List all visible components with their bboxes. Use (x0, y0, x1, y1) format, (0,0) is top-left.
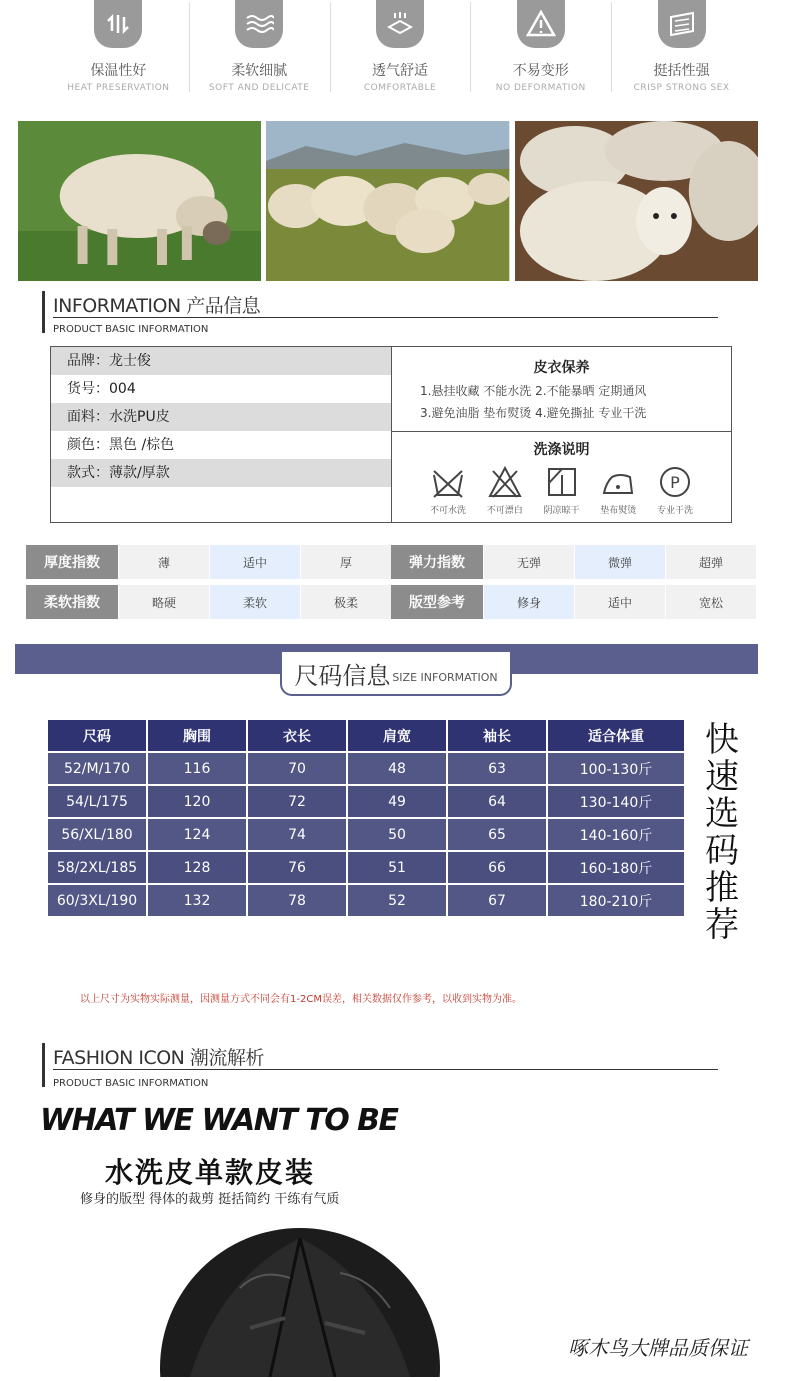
feature-label-en: COMFORTABLE (363, 83, 437, 93)
cell: 128 (148, 852, 246, 883)
header-shoulder: 肩宽 (348, 720, 446, 751)
info-color: 颜色：黑色 /棕色 (67, 437, 175, 453)
index-option-selected: 微弹 (575, 545, 665, 579)
feature-label-en: HEAT PRESERVATION (67, 83, 170, 93)
sheep-photo-closeup (515, 121, 758, 281)
cell: 124 (148, 819, 246, 850)
index-option-selected: 适中 (210, 545, 300, 579)
quick-char: 速 (705, 757, 739, 797)
cell: 140-160斤 (548, 819, 684, 850)
cell: 65 (448, 819, 546, 850)
index-label: 厚度指数 (26, 545, 118, 579)
heading-rule (53, 1069, 718, 1070)
quick-char: 荐 (705, 905, 739, 945)
information-heading (42, 291, 718, 333)
product-info-box (50, 346, 732, 523)
size-banner-title: 尺码信息 (294, 661, 391, 690)
cell: 60/3XL/190 (48, 885, 146, 916)
thickness-index (26, 545, 391, 579)
wash-item (647, 465, 703, 516)
feature-label: 透气舒适 (371, 63, 428, 79)
feature-heat (48, 0, 189, 110)
quick-char: 快 (705, 720, 739, 760)
brand-guarantee: 啄木鸟大牌品质保证 (568, 1336, 748, 1360)
quick-char: 码 (705, 831, 739, 871)
cell: 48 (348, 753, 446, 784)
cell: 58/2XL/185 (48, 852, 146, 883)
warning-icon (517, 0, 565, 48)
care-panel (391, 347, 731, 522)
wash-icons (392, 465, 731, 516)
cell: 180-210斤 (548, 885, 684, 916)
wash-item (534, 465, 590, 516)
care-line-2: 3.避免油脂 垫布熨烫 4.避免撕扯 专业干洗 (420, 406, 647, 420)
cell: 67 (448, 885, 546, 916)
index-option: 无弹 (484, 545, 574, 579)
cell: 63 (448, 753, 546, 784)
wave-icon (235, 0, 283, 48)
cell: 52/M/170 (48, 753, 146, 784)
wash-label: 不可水洗 (429, 506, 466, 516)
cell: 76 (248, 852, 346, 883)
slogan-english: WHAT WE WANT TO BE (40, 1103, 398, 1138)
product-headline: 水洗皮单款皮装 (105, 1156, 316, 1189)
sheep-photos (18, 121, 758, 281)
table-row (48, 852, 684, 883)
size-banner-tab (280, 652, 512, 696)
wash-item (420, 465, 476, 516)
iron-icon (600, 465, 636, 499)
table-row (48, 753, 684, 784)
info-style: 款式：薄款/厚款 (51, 459, 391, 487)
index-option: 适中 (575, 585, 665, 619)
info-item-no: 货号：004 (67, 381, 136, 397)
thermometer-icon (94, 0, 142, 48)
cell: 160-180斤 (548, 852, 684, 883)
cell: 49 (348, 786, 446, 817)
cell: 72 (248, 786, 346, 817)
size-table-header (48, 720, 684, 751)
feature-label: 柔软细腻 (231, 63, 288, 79)
wash-title: 洗涤说明 (533, 442, 590, 458)
product-basic-list (51, 347, 391, 487)
cell: 56/XL/180 (48, 819, 146, 850)
cell: 51 (348, 852, 446, 883)
cell: 116 (148, 753, 246, 784)
quick-char: 推 (705, 868, 739, 908)
cell: 78 (248, 885, 346, 916)
table-row (48, 786, 684, 817)
wash-label: 专业干洗 (656, 506, 693, 516)
cell: 52 (348, 885, 446, 916)
feature-label-en: NO DEFORMATION (495, 83, 586, 93)
product-description: 修身的版型 得体的裁剪 挺括简约 干练有气质 (80, 1192, 340, 1207)
cell: 70 (248, 753, 346, 784)
sheep-photo-flock (266, 121, 509, 281)
fashion-subtitle: PRODUCT BASIC INFORMATION (53, 1078, 209, 1089)
no-bleach-icon (487, 465, 523, 499)
softness-index (26, 585, 391, 619)
index-option: 宽松 (666, 585, 756, 619)
table-row (48, 885, 684, 916)
information-title: INFORMATION 产品信息 (53, 295, 261, 317)
cell: 50 (348, 819, 446, 850)
cell: 54/L/175 (48, 786, 146, 817)
fabric-indices (26, 545, 756, 625)
sheep-photo-grazing (18, 121, 261, 281)
wash-label: 不可漂白 (486, 506, 523, 516)
size-banner-subtitle: SIZE INFORMATION (392, 670, 498, 684)
cell: 74 (248, 819, 346, 850)
cell: 100-130斤 (548, 753, 684, 784)
index-label: 版型参考 (391, 585, 483, 619)
index-option: 略硬 (119, 585, 209, 619)
svg-text:P: P (670, 473, 680, 492)
cell: 132 (148, 885, 246, 916)
header-sleeve: 袖长 (448, 720, 546, 751)
shade-dry-icon (544, 465, 580, 499)
index-option: 超弹 (666, 545, 756, 579)
measurement-note: 以上尺寸为实物实际测量，因测量方式不同会有1-2CM误差，相关数据仅作参考，以收到实物为准。 (80, 994, 522, 1005)
breathable-icon (376, 0, 424, 48)
care-divider (392, 431, 731, 432)
index-option: 极柔 (301, 585, 391, 619)
dry-clean-icon (657, 465, 693, 499)
header-weight: 适合体重 (548, 720, 684, 751)
info-brand: 品牌：龙士俊 (51, 347, 391, 375)
feature-no-deformation (470, 0, 611, 110)
quick-size-recommend (698, 722, 746, 944)
quick-char: 选 (705, 794, 739, 834)
info-fabric: 面料：水洗PU皮 (51, 403, 391, 431)
feature-label-en: SOFT AND DELICATE (208, 83, 310, 93)
index-label: 柔软指数 (26, 585, 118, 619)
feature-label: 挺括性强 (653, 63, 710, 79)
header-size: 尺码 (48, 720, 146, 751)
fit-index (391, 585, 756, 619)
cell: 64 (448, 786, 546, 817)
elasticity-index (391, 545, 756, 579)
wash-label: 垫布熨烫 (600, 506, 637, 516)
feature-label: 保温性好 (90, 63, 147, 79)
wash-item (477, 465, 533, 516)
index-option: 厚 (301, 545, 391, 579)
fashion-heading (42, 1043, 718, 1087)
index-label: 弹力指数 (391, 545, 483, 579)
wash-item (590, 465, 646, 516)
wash-label: 阴凉晾干 (543, 506, 580, 516)
care-line-1: 1.悬挂收藏 不能水洗 2.不能暴晒 定期通风 (420, 384, 647, 398)
care-title: 皮衣保养 (533, 360, 590, 376)
information-subtitle: PRODUCT BASIC INFORMATION (53, 324, 209, 335)
header-chest: 胸围 (148, 720, 246, 751)
fashion-title: FASHION ICON 潮流解析 (53, 1047, 264, 1069)
index-option-selected: 修身 (484, 585, 574, 619)
feature-soft (189, 0, 330, 110)
table-row (48, 819, 684, 850)
cell: 130-140斤 (548, 786, 684, 817)
cell: 66 (448, 852, 546, 883)
index-row (26, 585, 756, 619)
feature-breathable (330, 0, 471, 110)
index-row (26, 545, 756, 579)
cell: 120 (148, 786, 246, 817)
feature-icons-row (48, 0, 752, 110)
heading-rule (53, 317, 718, 318)
index-option: 薄 (119, 545, 209, 579)
index-option-selected: 柔软 (210, 585, 300, 619)
no-wash-icon (430, 465, 466, 499)
feature-label-en: CRISP STRONG SEX (633, 83, 730, 93)
size-table (46, 718, 686, 918)
feature-label: 不易变形 (512, 63, 569, 79)
feature-crisp (611, 0, 752, 110)
leather-jacket-image (150, 1218, 470, 1377)
fabric-icon (658, 0, 706, 48)
header-length: 衣长 (248, 720, 346, 751)
